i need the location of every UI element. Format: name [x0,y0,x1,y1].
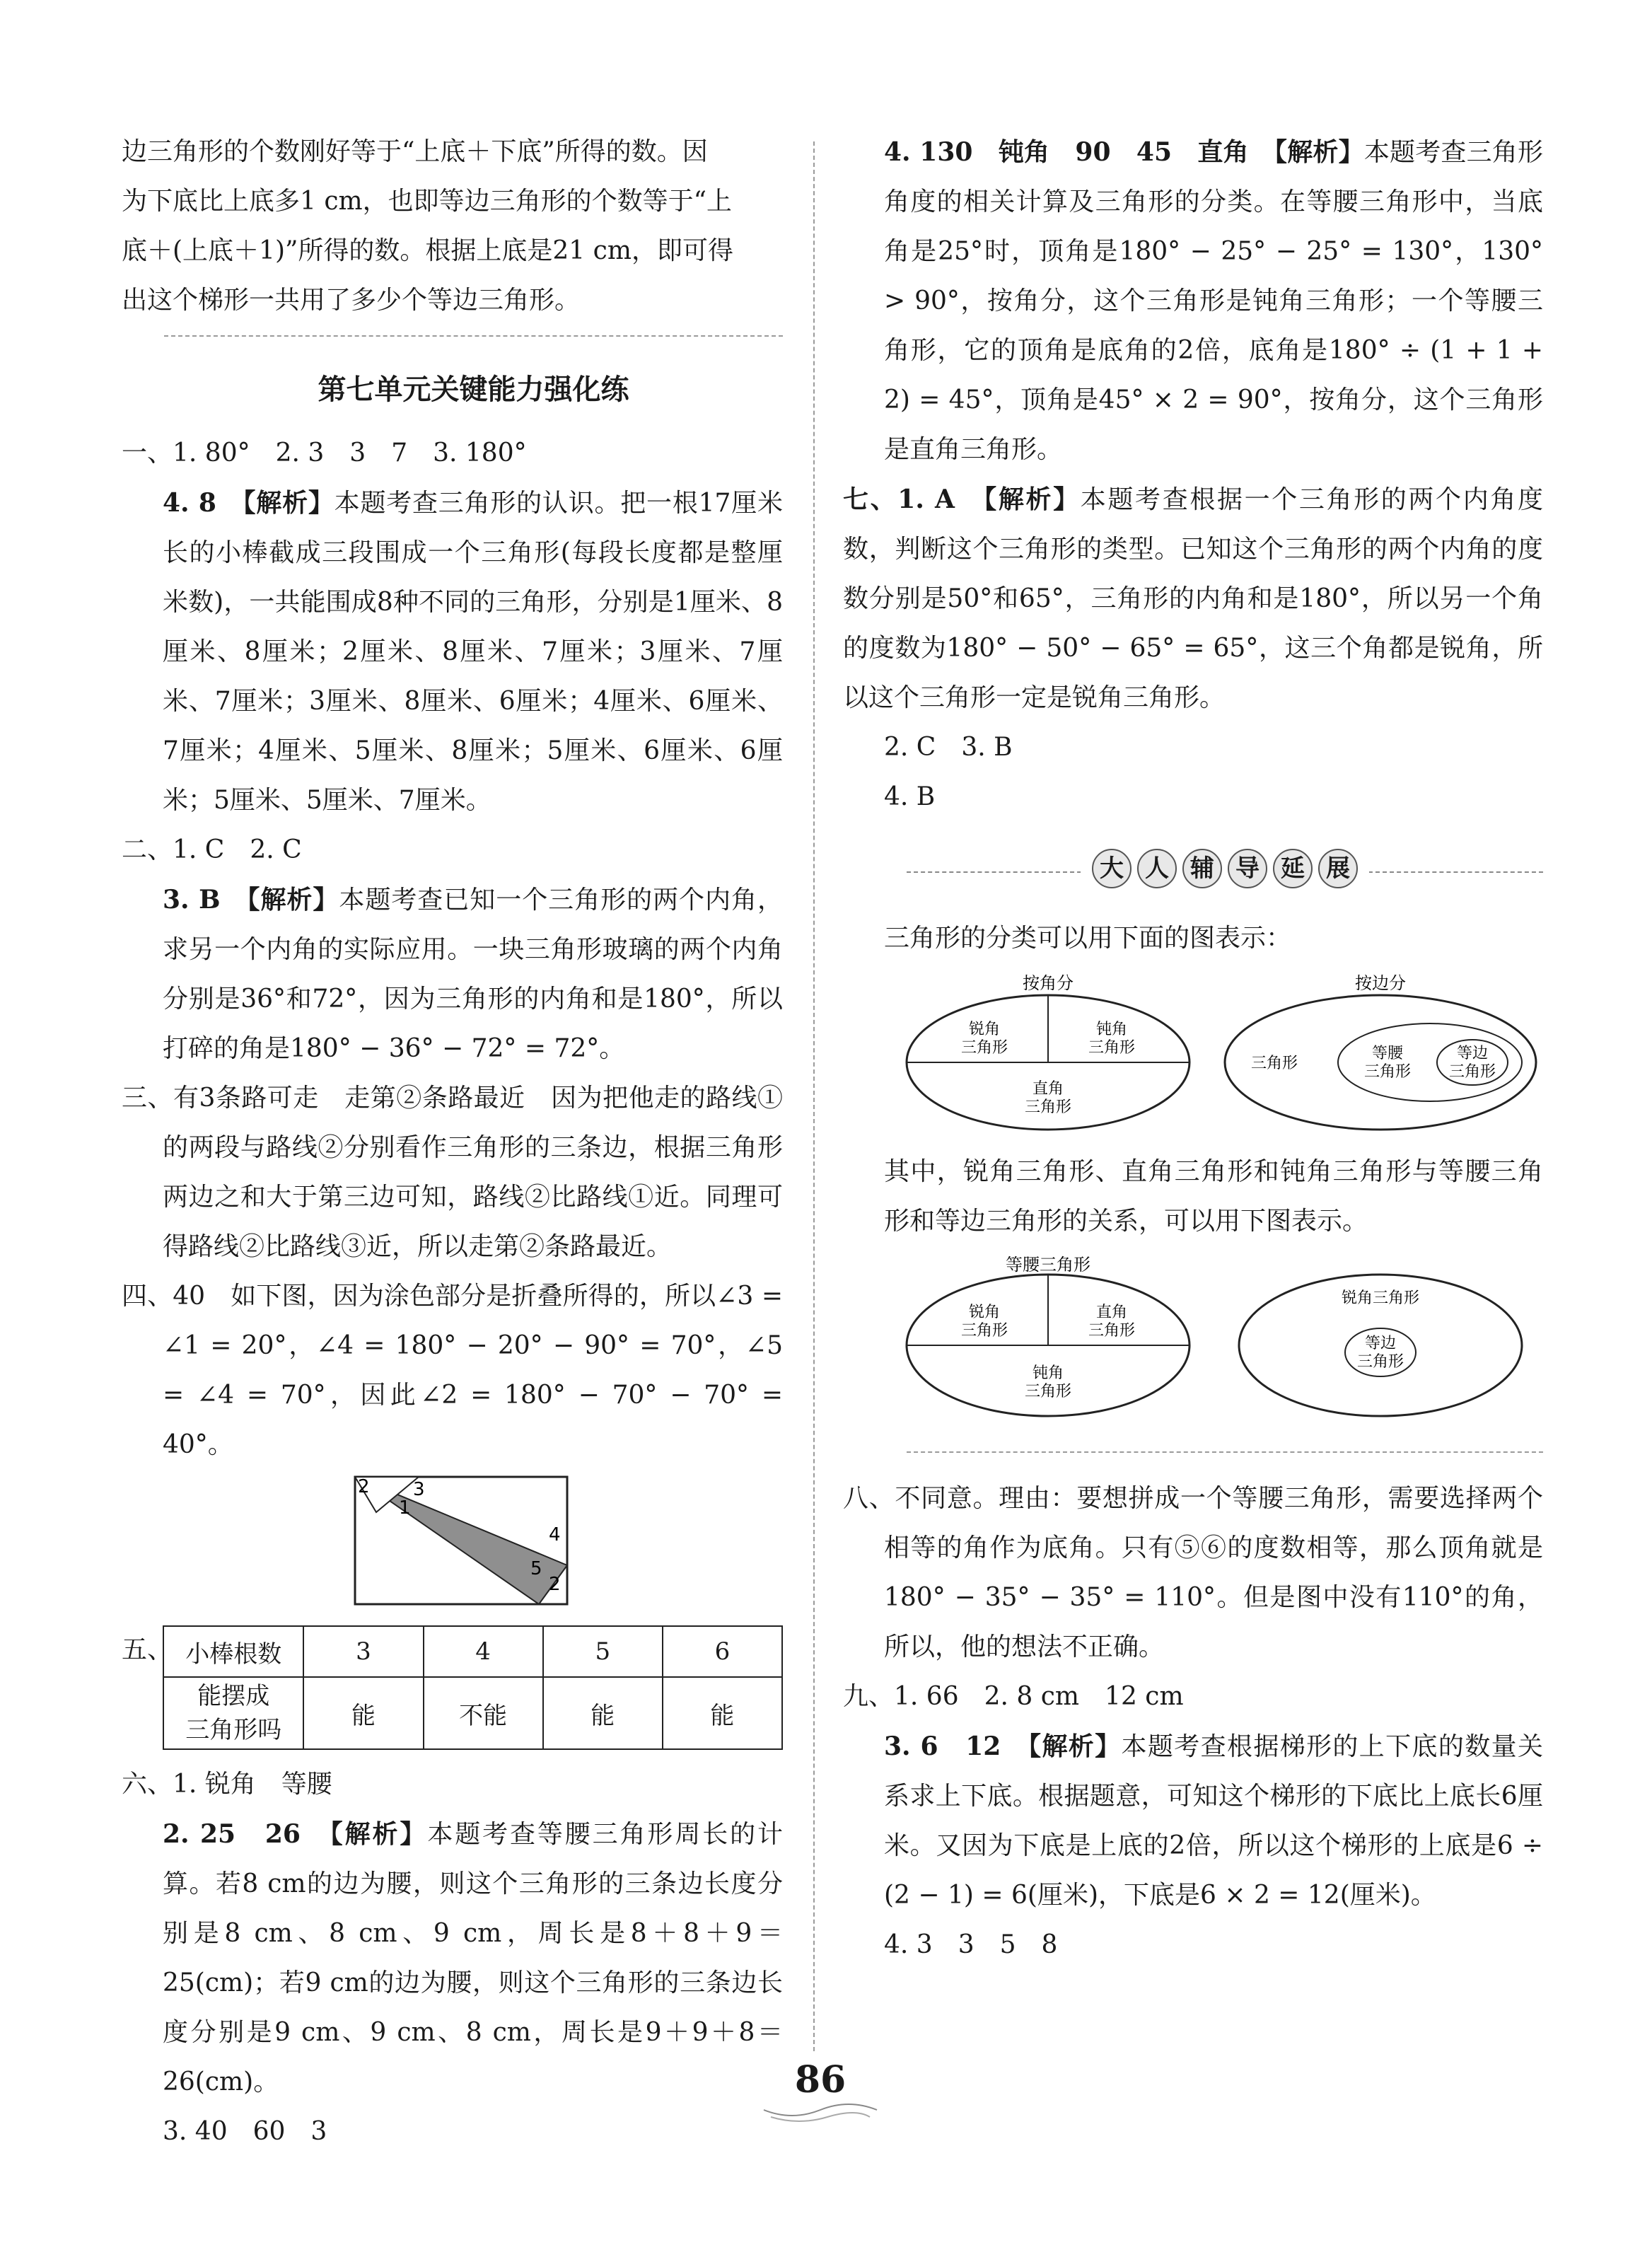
table-block [122,1625,783,1750]
diagram-title: 按角分 [1023,973,1074,993]
table-cell: 不能 [424,1677,543,1749]
region-label: 直角 [1032,1080,1064,1098]
extension-intro: 三角形的分类可以用下面的图表示： [884,924,1292,953]
region-label: 三角形 [1448,1063,1496,1081]
answer-number: 七、1. A [843,485,984,514]
banner-title [1081,849,1369,888]
table-head-line: 能摆成 [197,1682,270,1710]
region-label: 钝角 [1032,1364,1064,1382]
region-label: 三角形 [960,1322,1008,1340]
table-cell: 4 [424,1626,543,1677]
answer-s6-3: 3. 40 60 3 [163,2117,327,2146]
analysis-text: 本题考查三角形的认识。把一根17厘米长的小棒截成三段围成一个三角形(每段长度都是整厘米数)，一共能围成8种不同的三角形，分别是1厘米、8厘米、8厘米；2厘米、8厘米、7厘米；3厘米、7厘米、7厘米；3厘米、8厘米、6厘米；4厘米、6厘米、7厘米；4厘米、5厘米、8厘米；5厘米、6厘米、6厘米；5厘米、5厘米、7厘米。 [163,489,783,815]
extension-banner [907,843,1543,900]
answer-number: 4. 130 钝角 90 45 直角 [884,137,1275,167]
table-cell: 能 [303,1677,423,1749]
table-head-line: 三角形吗 [185,1716,282,1744]
angle-label: 3 [413,1479,425,1500]
region-label: 三角形 [1088,1322,1136,1340]
analysis-text: 本题考查已知一个三角形的两个内角，求另一个内角的实际应用。一块三角形玻璃的两个内角分别是36°和72°，因为三角形的内角和是180°，所以打碎的角是180° − 36° − 72° = 72°。 [163,886,783,1063]
region-label: 锐角 [968,1304,1001,1321]
answer-s9-3 [843,1722,1543,1920]
dashed-separator [164,335,783,337]
answer-s3: 三、有3条路可走 走第②条路最近 因为把他走的路线①的两段与路线②分别看作三角形的三条边，根据三角形两边之和大于第三边可知，路线②比路线①近。同理可得路线②比路线③近，所以走第②条路最近。 [122,1084,783,1261]
answer-s9-4: 4. 3 3 5 8 [884,1930,1058,1959]
answer-s4: 四、40 如下图，因为涂色部分是折叠所得的，所以∠3 = ∠1 = 20°，∠4 = 180° − 20° − 90° = 70°，∠5 = ∠4 = 70°，因此∠2 = 180° − 70° − 70° = 40°。 [122,1282,783,1459]
isosceles-ellipse [1338,1023,1522,1101]
table-cell: 能 [663,1677,782,1749]
region-label: 三角形 [960,1039,1008,1057]
region-label: 直角 [1095,1304,1128,1321]
stick-table [163,1625,783,1750]
analysis-label: 【解析】 [1274,137,1364,167]
region-label: 三角形 [1363,1063,1412,1081]
section-title: 第七单元关键能力强化练 [318,373,629,406]
analysis-label: 【解析】 [247,885,339,915]
extension-mid: 其中，锐角三角形、直角三角形和钝角三角形与等腰三角形和等边三角形的关系，可以用下图表示。 [884,1157,1543,1236]
banner-char: 人 [1137,849,1177,888]
wave-ornament [750,2101,891,2123]
answer-s6-2 [122,1809,783,2107]
fold-figure [122,1470,783,1611]
banner-char: 延 [1273,849,1313,888]
angle-label: 2 [358,1476,370,1497]
intro-line: 为下底比上底多1 cm，也即等边三角形的个数等于“上 [122,187,733,216]
answer-s2-3 [122,875,783,1074]
intro-line: 底＋(上底＋1)”所得的数。根据上底是21 cm，即可得 [122,236,733,265]
answer-number: 4. 8 [163,488,243,518]
banner-char: 辅 [1182,849,1222,888]
analysis-label: 【解析】 [243,488,335,518]
table-cell: 能 [543,1677,663,1749]
left-column [122,127,783,2157]
analysis-label: 【解析】 [984,485,1081,514]
table-cell: 6 [663,1626,782,1677]
answer-number: 3. B [163,885,248,915]
region-label: 等边 [1456,1045,1489,1062]
region-label: 三角形 [1024,1383,1072,1400]
intro-line: 出这个梯形一共用了多少个等边三角形。 [122,286,581,315]
answer-s7-4: 4. B [884,782,936,811]
table-row [163,1677,782,1749]
answer-number: 2. 25 26 [163,1819,330,1849]
analysis-label: 【解析】 [330,1819,428,1849]
table-cell: 3 [303,1626,423,1677]
diagram-title: 按边分 [1355,973,1406,993]
answer-s1: 一、1. 80° 2. 3 3 7 3. 180° [122,439,527,468]
analysis-text: 本题考查根据一个三角形的两个内角度数，判断这个三角形的类型。已知这个三角形的两个内角的度数分别是50°和65°，三角形的内角和是180°，所以另一个角的度数为180° − 50° − 65° = 65°，这三个角都是锐角，所以这个三角形一定是锐角三角形。 [843,485,1543,712]
table-cell [163,1677,303,1749]
answer-r4 [843,127,1543,475]
region-label: 三角形 [1356,1353,1404,1371]
column-divider [813,141,815,2051]
dashed-separator [907,1451,1543,1453]
analysis-label: 【解析】 [1028,1731,1122,1761]
table-cell: 5 [543,1626,663,1677]
answer-s6-1: 六、1. 锐角 等腰 [122,1770,332,1799]
answer-s8: 八、不同意。理由：要想拼成一个等腰三角形，需要选择两个相等的角作为底角。只有⑤⑥的度数相等，那么顶角就是180° − 35° − 35° = 110°。但是图中没有110°的角，所以，他的想法不正确。 [843,1484,1543,1661]
page-footer [750,2058,891,2125]
diagram-title: 等腰三角形 [1006,1255,1090,1275]
answer-number: 3. 6 12 [884,1731,1029,1761]
answer-s9-1: 九、1. 66 2. 8 cm 12 cm [843,1682,1184,1711]
analysis-text: 本题考查等腰三角形周长的计算。若8 cm的边为腰，则这个三角形的三条边长度分别是8 cm、8 cm、9 cm，周长是8＋8＋9＝25(cm)；若9 cm的边为腰，则这个三角形的三条边长度分别是9 cm、9 cm、8 cm，周长是9＋9＋8＝26(cm)。 [163,1820,783,2096]
answer-s1-4 [122,478,783,825]
table-cell: 小棒根数 [163,1626,303,1677]
region-label: 等腰 [1371,1045,1404,1062]
right-column [843,127,1543,1970]
region-label: 三角形 [1250,1055,1298,1072]
classification-diagram [843,963,1543,1147]
region-label: 钝角 [1095,1021,1128,1038]
banner-char: 大 [1092,849,1132,888]
table-row [163,1626,782,1677]
region-label: 三角形 [1024,1098,1072,1116]
analysis-text: 本题考查三角形角度的相关计算及三角形的分类。在等腰三角形中，当底角是25°时，顶角是180° − 25° − 25° = 130°，130° > 90°，按角分，这个三角形是钝角三角形；一个等腰三角形，它的顶角是底角的2倍，底角是180° ÷ (1 + 1 + 2) = 45°，顶角是45° × 2 = 90°，按角分，这个三角形是直角三角形。 [884,138,1543,464]
region-label: 等边 [1364,1335,1397,1352]
answer-s7-2: 2. C 3. B [884,733,1013,762]
banner-char: 展 [1318,849,1358,888]
answer-s7-1 [843,475,1543,723]
banner-char: 导 [1228,849,1267,888]
analysis-text: 本题考查根据梯形的上下底的数量关系求上下底。根据题意，可知这个梯形的下底比上底长6厘米。又因为下底是上底的2倍，所以这个梯形的上底是6 ÷ (2 − 1) = 6(厘米)，下底是6 × 2 = 12(厘米)。 [884,1732,1543,1910]
relation-diagram [843,1246,1543,1437]
angle-label: 2 [549,1574,561,1595]
answer-s2: 二、1. C 2. C [122,835,302,864]
region-label: 锐角三角形 [1341,1289,1420,1307]
angle-label: 5 [530,1558,542,1579]
region-label: 三角形 [1088,1039,1136,1057]
angle-label: 1 [399,1497,411,1519]
page-number: 86 [794,2058,847,2101]
angle-label: 4 [549,1524,561,1545]
region-label: 锐角 [968,1021,1001,1038]
section-label: 五、 [122,1635,173,1664]
intro-line: 边三角形的个数刚好等于“上底＋下底”所得的数。因 [122,137,708,166]
